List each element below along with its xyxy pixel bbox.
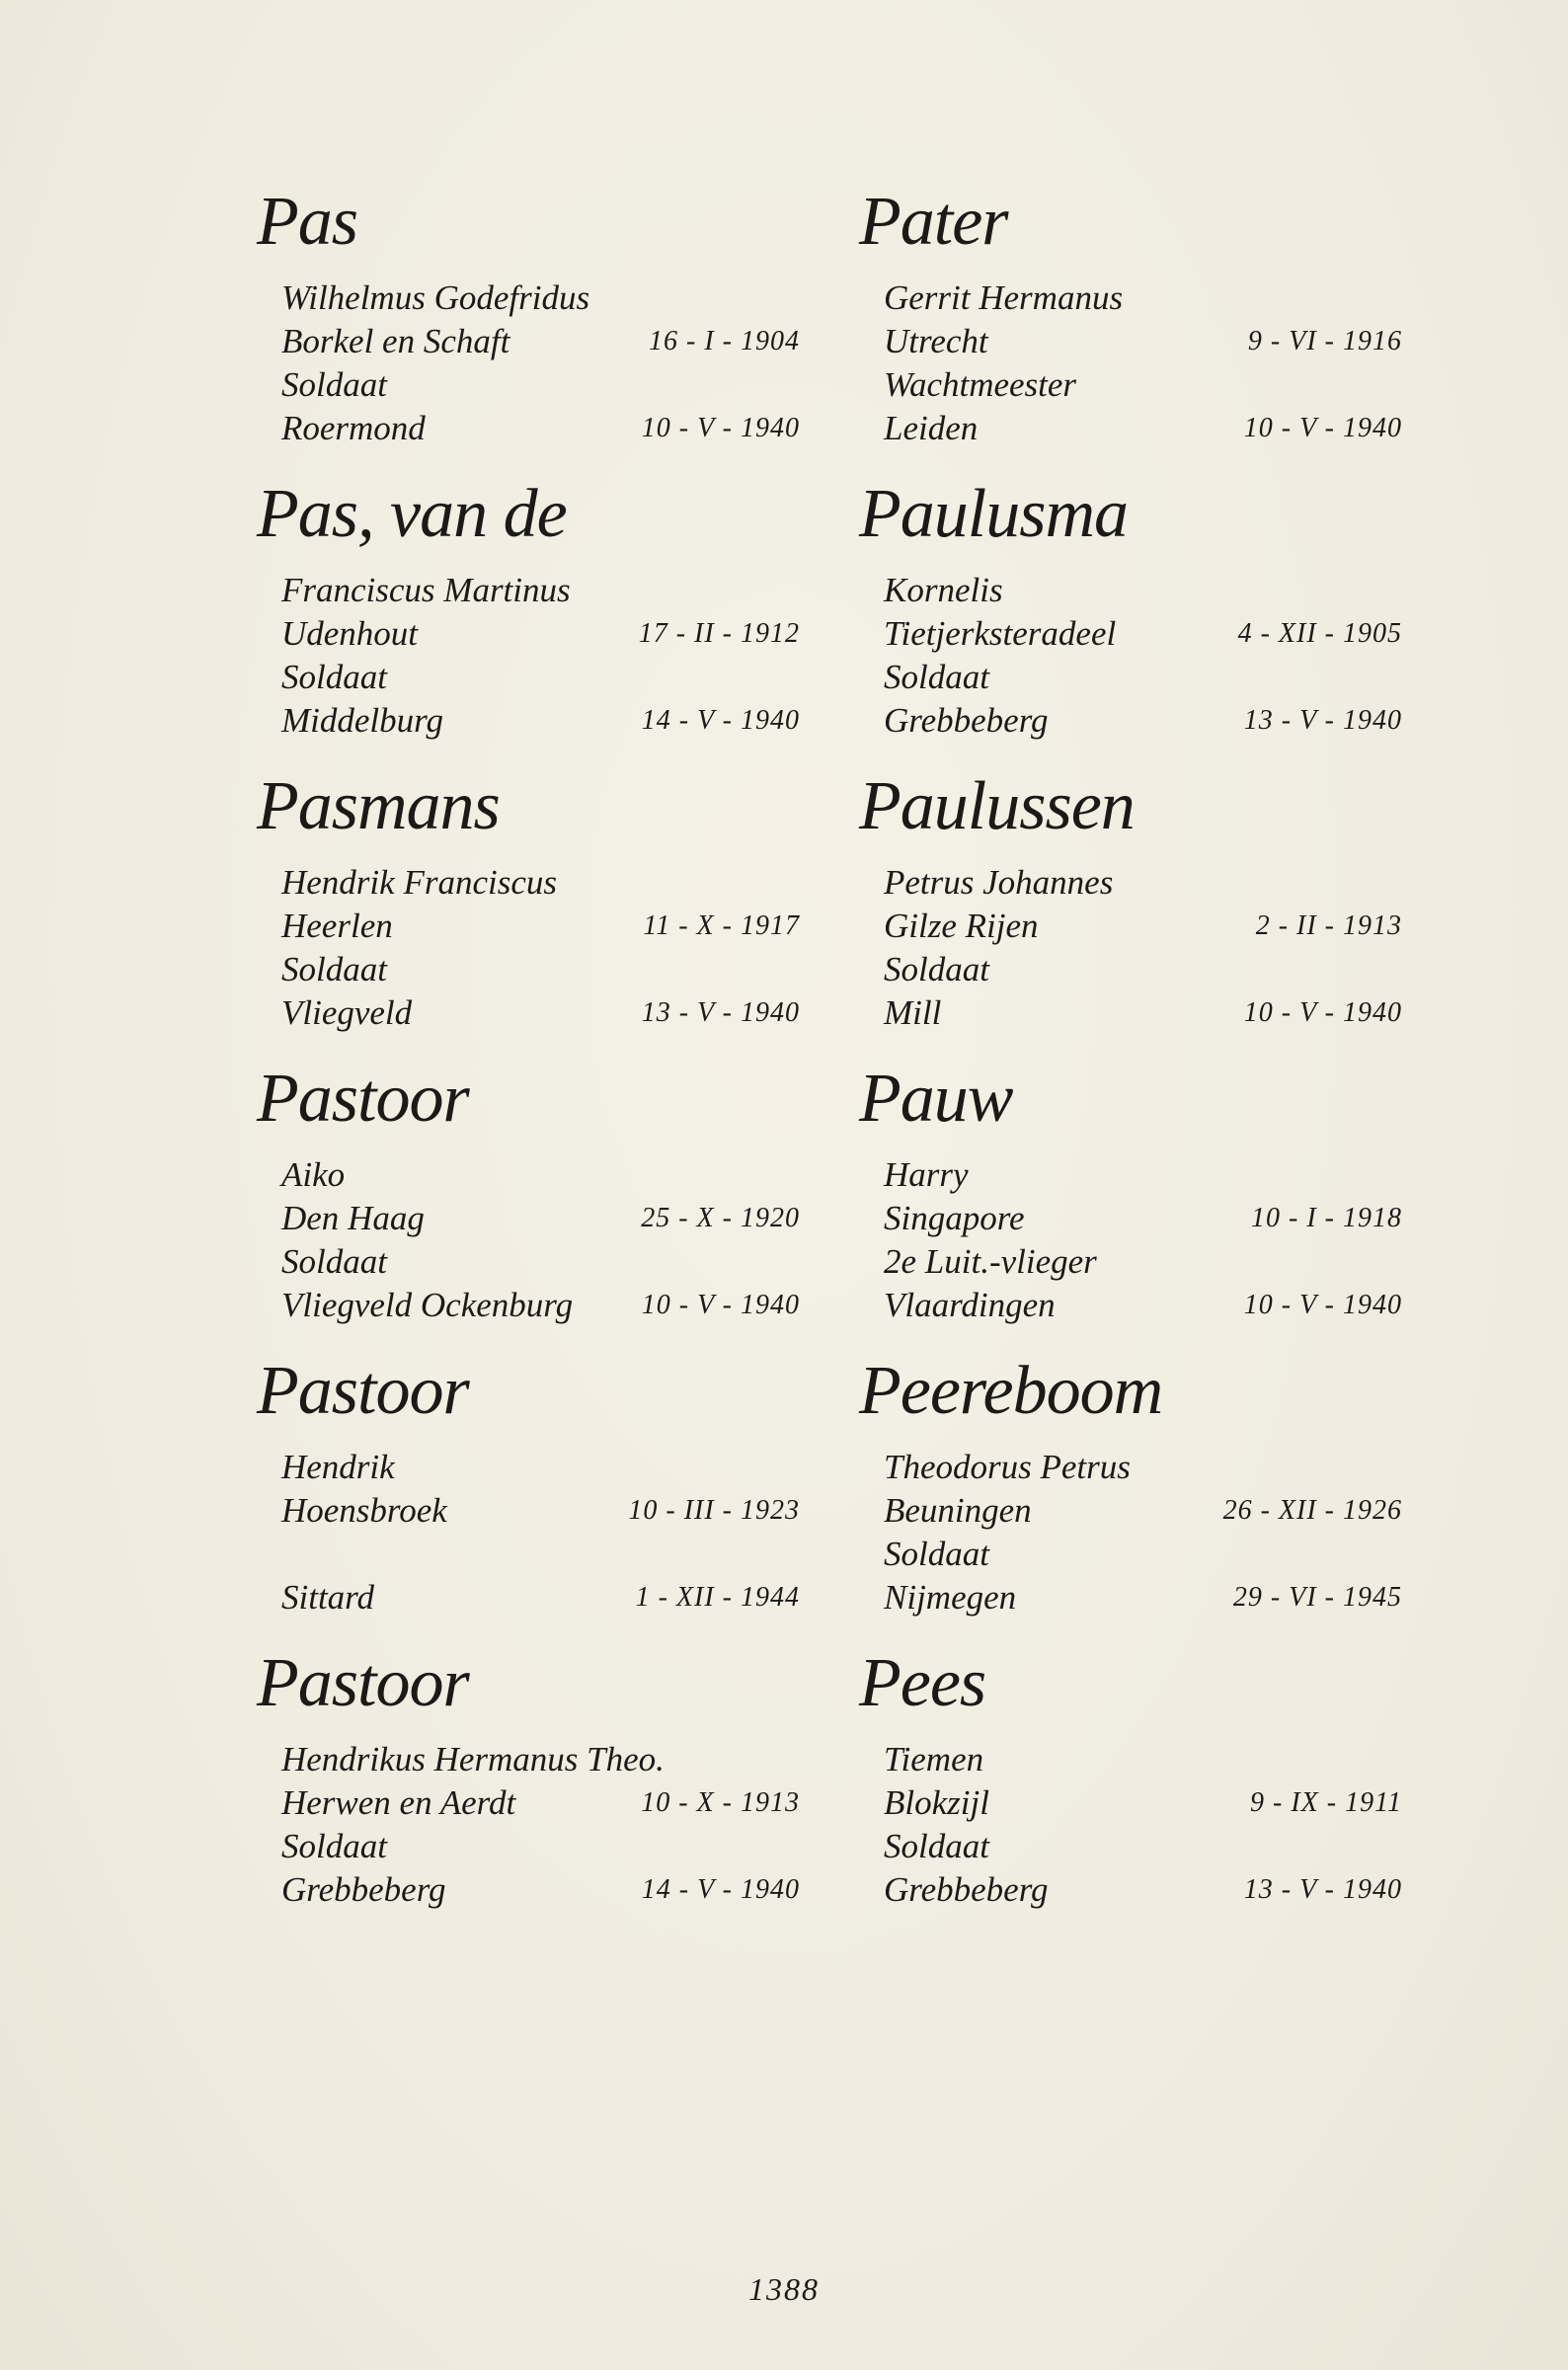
entry (849, 1055, 1402, 1347)
given-names: Theodorus Petrus (884, 1448, 1131, 1486)
entry (247, 1639, 800, 1932)
birth-line (849, 1781, 1402, 1825)
rank: Soldaat (281, 950, 387, 988)
surname: Pauw (859, 1061, 1013, 1137)
surname: Paulusma (859, 476, 1128, 552)
birth-date: 10 - X - 1913 (641, 1787, 800, 1818)
deathplace: Vlaardingen (884, 1286, 1056, 1324)
rank: Wachtmeester (884, 365, 1077, 404)
death-line (247, 407, 800, 450)
surname: Peereboom (859, 1353, 1163, 1429)
birthplace: Blokzijl (884, 1783, 989, 1822)
birth-line (247, 1489, 800, 1533)
entry (247, 1055, 800, 1347)
entry (247, 178, 800, 470)
birth-line (849, 1489, 1402, 1533)
birth-line (849, 612, 1402, 656)
entry (849, 762, 1402, 1055)
death-line (247, 991, 800, 1035)
deathplace: Nijmegen (884, 1578, 1017, 1617)
birth-line (247, 1197, 800, 1240)
given-names: Hendrikus Hermanus Theo. (281, 1740, 665, 1778)
birth-line (849, 320, 1402, 363)
surname: Pastoor (257, 1353, 469, 1429)
birth-line (247, 905, 800, 948)
birth-date: 17 - II - 1912 (638, 618, 800, 649)
deathplace: Grebbeberg (281, 1870, 446, 1909)
birth-date: 9 - IX - 1911 (1250, 1787, 1402, 1818)
death-date: 10 - V - 1940 (641, 413, 800, 443)
given-names: Gerrit Hermanus (884, 278, 1124, 317)
deathplace: Vliegveld Ockenburg (281, 1286, 574, 1324)
left-column (247, 178, 800, 1932)
surname: Pas (257, 184, 357, 260)
entry (849, 178, 1402, 470)
death-date: 13 - V - 1940 (641, 997, 800, 1028)
birth-line (849, 905, 1402, 948)
birthplace: Den Haag (281, 1199, 425, 1237)
birth-line (247, 612, 800, 656)
birthplace: Tietjerksteradeel (884, 614, 1117, 653)
death-line (849, 1576, 1402, 1620)
rank: Soldaat (884, 950, 989, 988)
death-date: 13 - V - 1940 (1243, 1874, 1402, 1905)
deathplace: Grebbeberg (884, 701, 1049, 740)
death-line (247, 1576, 800, 1620)
death-date: 1 - XII - 1944 (635, 1582, 800, 1613)
deathplace: Sittard (281, 1578, 374, 1617)
birthplace: Utrecht (884, 322, 988, 360)
rank (247, 1533, 800, 1576)
death-line (849, 407, 1402, 450)
entry (247, 470, 800, 762)
deathplace: Roermond (281, 409, 426, 447)
birth-date: 9 - VI - 1916 (1247, 326, 1402, 356)
birth-date: 10 - III - 1923 (628, 1495, 800, 1526)
page-number: 1388 (748, 2271, 820, 2307)
death-date: 10 - V - 1940 (1243, 413, 1402, 443)
birth-date: 4 - XII - 1905 (1237, 618, 1402, 649)
death-line (849, 699, 1402, 743)
deathplace: Vliegveld (281, 993, 413, 1032)
surname: Pas, van de (257, 476, 567, 552)
birthplace: Heerlen (281, 907, 393, 945)
surname: Pater (859, 184, 1008, 260)
given-names: Harry (884, 1155, 969, 1194)
surname: Pasmans (257, 768, 500, 844)
given-names: Aiko (281, 1155, 346, 1194)
death-line (247, 1284, 800, 1327)
entry (247, 762, 800, 1055)
given-names: Petrus Johannes (884, 863, 1114, 902)
rank: Soldaat (281, 365, 387, 404)
death-line (247, 1868, 800, 1912)
death-line (849, 1868, 1402, 1912)
birth-date: 2 - II - 1913 (1255, 910, 1402, 941)
birth-line (849, 1197, 1402, 1240)
surname: Pees (859, 1645, 986, 1721)
given-names: Hendrik (281, 1448, 395, 1486)
rank: Soldaat (281, 1827, 387, 1865)
rank: Soldaat (884, 1535, 989, 1573)
given-names: Tiemen (884, 1740, 984, 1778)
death-line (849, 991, 1402, 1035)
birthplace: Hoensbroek (281, 1491, 447, 1530)
entry (849, 1347, 1402, 1639)
surname: Pastoor (257, 1061, 469, 1137)
rank: Soldaat (281, 1242, 387, 1281)
birthplace: Borkel en Schaft (281, 322, 510, 360)
given-names: Wilhelmus Godefridus (281, 278, 590, 317)
death-date: 14 - V - 1940 (641, 705, 800, 736)
death-line (247, 699, 800, 743)
death-line (849, 1284, 1402, 1327)
entry (849, 1639, 1402, 1932)
birthplace: Singapore (884, 1199, 1025, 1237)
rank: 2e Luit.-vlieger (884, 1242, 1097, 1281)
rank: Soldaat (281, 658, 387, 696)
birth-line (247, 320, 800, 363)
birthplace: Herwen en Aerdt (281, 1783, 516, 1822)
rank: Soldaat (884, 658, 989, 696)
deathplace: Mill (884, 993, 942, 1032)
birth-date: 16 - I - 1904 (649, 326, 800, 356)
birthplace: Beuningen (884, 1491, 1032, 1530)
rank: Soldaat (884, 1827, 989, 1865)
death-date: 10 - V - 1940 (1243, 997, 1402, 1028)
given-names: Franciscus Martinus (281, 571, 571, 609)
entry (849, 470, 1402, 762)
deathplace: Leiden (884, 409, 979, 447)
given-names: Hendrik Franciscus (281, 863, 557, 902)
deathplace: Grebbeberg (884, 1870, 1049, 1909)
given-names: Kornelis (884, 571, 1003, 609)
surname: Paulussen (859, 768, 1135, 844)
right-column (849, 178, 1402, 1932)
death-date: 10 - V - 1940 (1243, 1290, 1402, 1320)
birthplace: Gilze Rijen (884, 907, 1039, 945)
birth-date: 11 - X - 1917 (643, 910, 800, 941)
deathplace: Middelburg (281, 701, 443, 740)
death-date: 10 - V - 1940 (641, 1290, 800, 1320)
birthplace: Udenhout (281, 614, 419, 653)
birth-date: 25 - X - 1920 (641, 1203, 800, 1233)
birth-date: 26 - XII - 1926 (1222, 1495, 1402, 1526)
birth-date: 10 - I - 1918 (1251, 1203, 1402, 1233)
entry (247, 1347, 800, 1639)
surname: Pastoor (257, 1645, 469, 1721)
death-date: 29 - VI - 1945 (1232, 1582, 1402, 1613)
death-date: 13 - V - 1940 (1243, 705, 1402, 736)
death-date: 14 - V - 1940 (641, 1874, 800, 1905)
birth-line (247, 1781, 800, 1825)
